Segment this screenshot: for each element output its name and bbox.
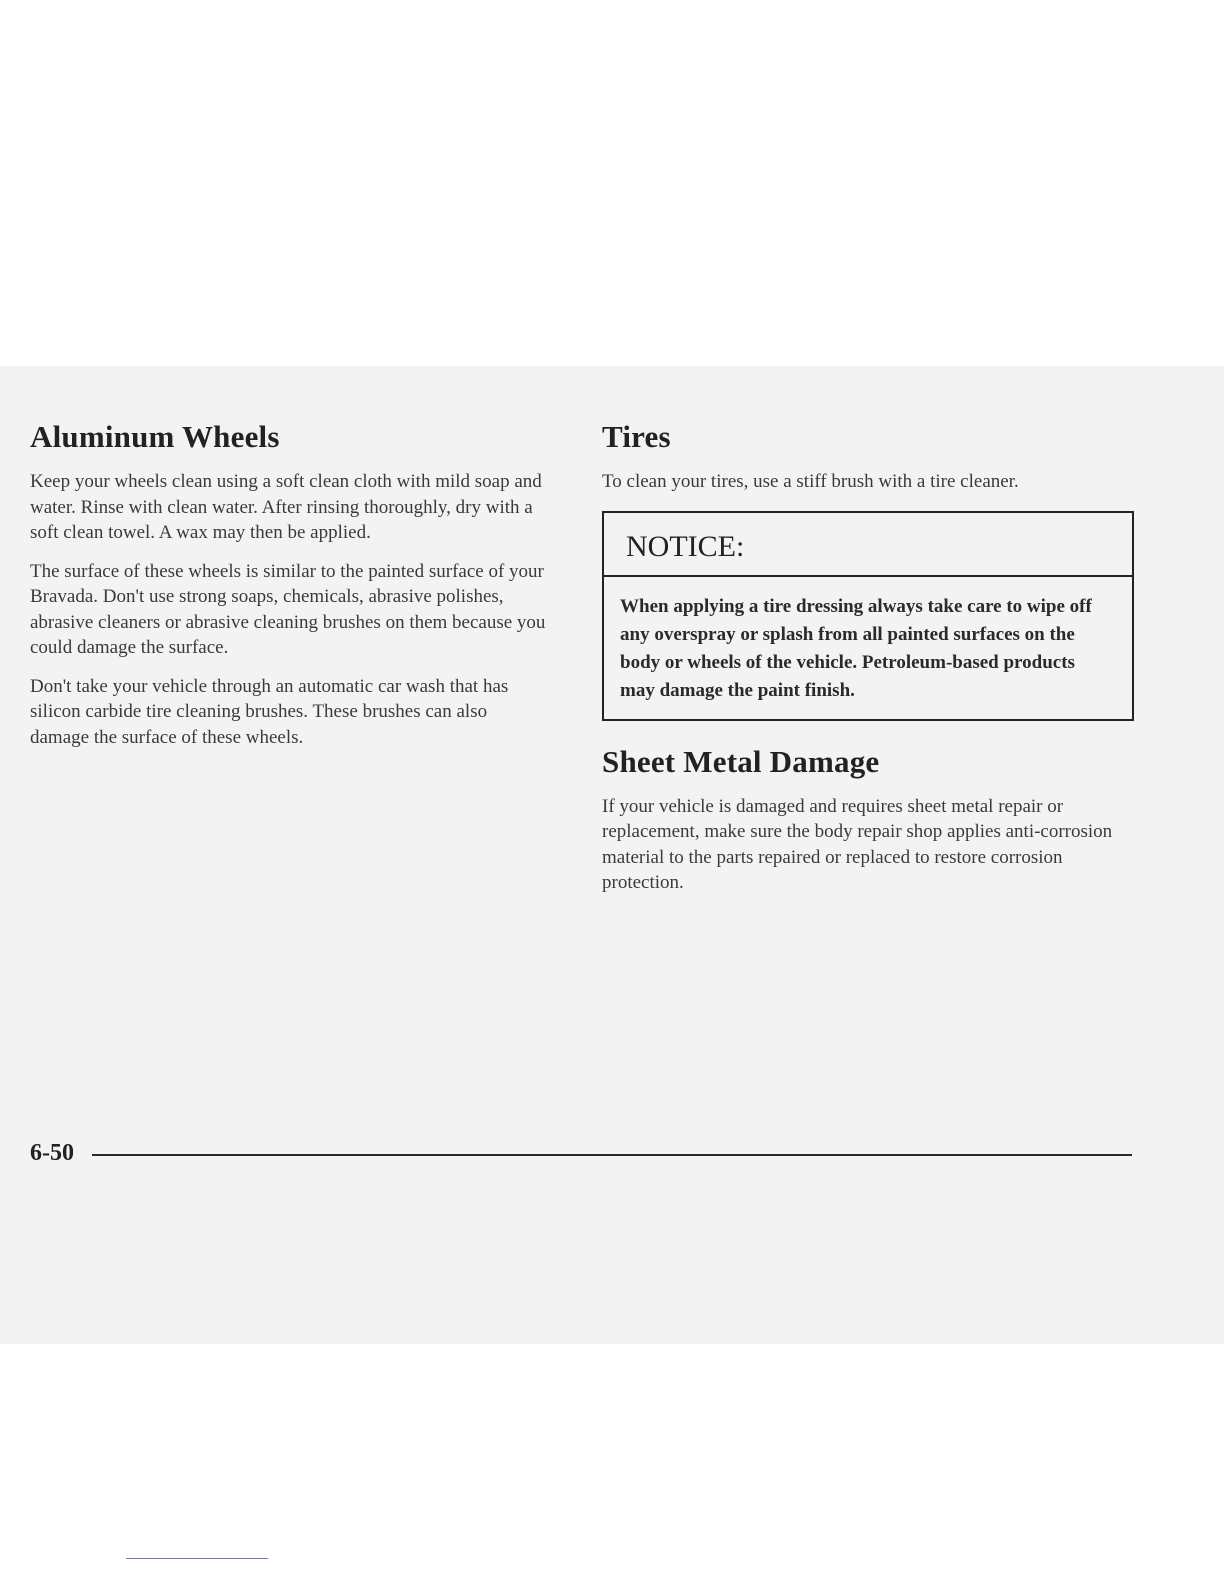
aluminum-wheels-paragraph-2: The surface of these wheels is similar to the painted surface of your Bravada. Don't use strong soaps, chemicals, abrasive polishes, abrasive cleaners or abrasive cleaning brushes on them because you could damage the surface. bbox=[30, 560, 546, 659]
sheet-metal-damage-heading: Sheet Metal Damage bbox=[602, 743, 880, 779]
page-number: 6-50 bbox=[30, 1140, 74, 1166]
sheet-metal-damage-paragraph: If your vehicle is damaged and requires sheet metal repair or replacement, make sure the body repair shop applies anti-corrosion material to the parts repaired or replaced to restore corrosion protection. bbox=[602, 795, 1113, 894]
aluminum-wheels-paragraph-3: Don't take your vehicle through an automatic car wash that has silicon carbide tire cleaning brushes. These brushes can also damage the surface of these wheels. bbox=[30, 675, 509, 748]
notice-body: When applying a tire dressing always take care to wipe off any overspray or splash from all painted surfaces on the body or wheels of the vehicle. Petroleum-based products may damage the paint finish. bbox=[620, 595, 1092, 701]
right-column bbox=[602, 418, 1142, 909]
footer-rule bbox=[92, 1154, 1132, 1156]
tires-heading: Tires bbox=[602, 419, 671, 454]
tires-paragraph: To clean your tires, use a stiff brush with a tire cleaner. bbox=[602, 471, 1019, 493]
aluminum-wheels-paragraph-1: Keep your wheels clean using a soft clean cloth with mild soap and water. Rinse with clean water. After rinsing thoroughly, dry with a soft clean towel. A wax may then be applied. bbox=[30, 471, 542, 544]
notice-box bbox=[602, 511, 1134, 721]
aluminum-wheels-heading: Aluminum Wheels bbox=[30, 419, 280, 454]
notice-title: NOTICE: bbox=[604, 513, 1132, 577]
page-footer bbox=[30, 1136, 1132, 1176]
left-column bbox=[30, 418, 550, 763]
bottom-link-underline bbox=[126, 1558, 268, 1559]
